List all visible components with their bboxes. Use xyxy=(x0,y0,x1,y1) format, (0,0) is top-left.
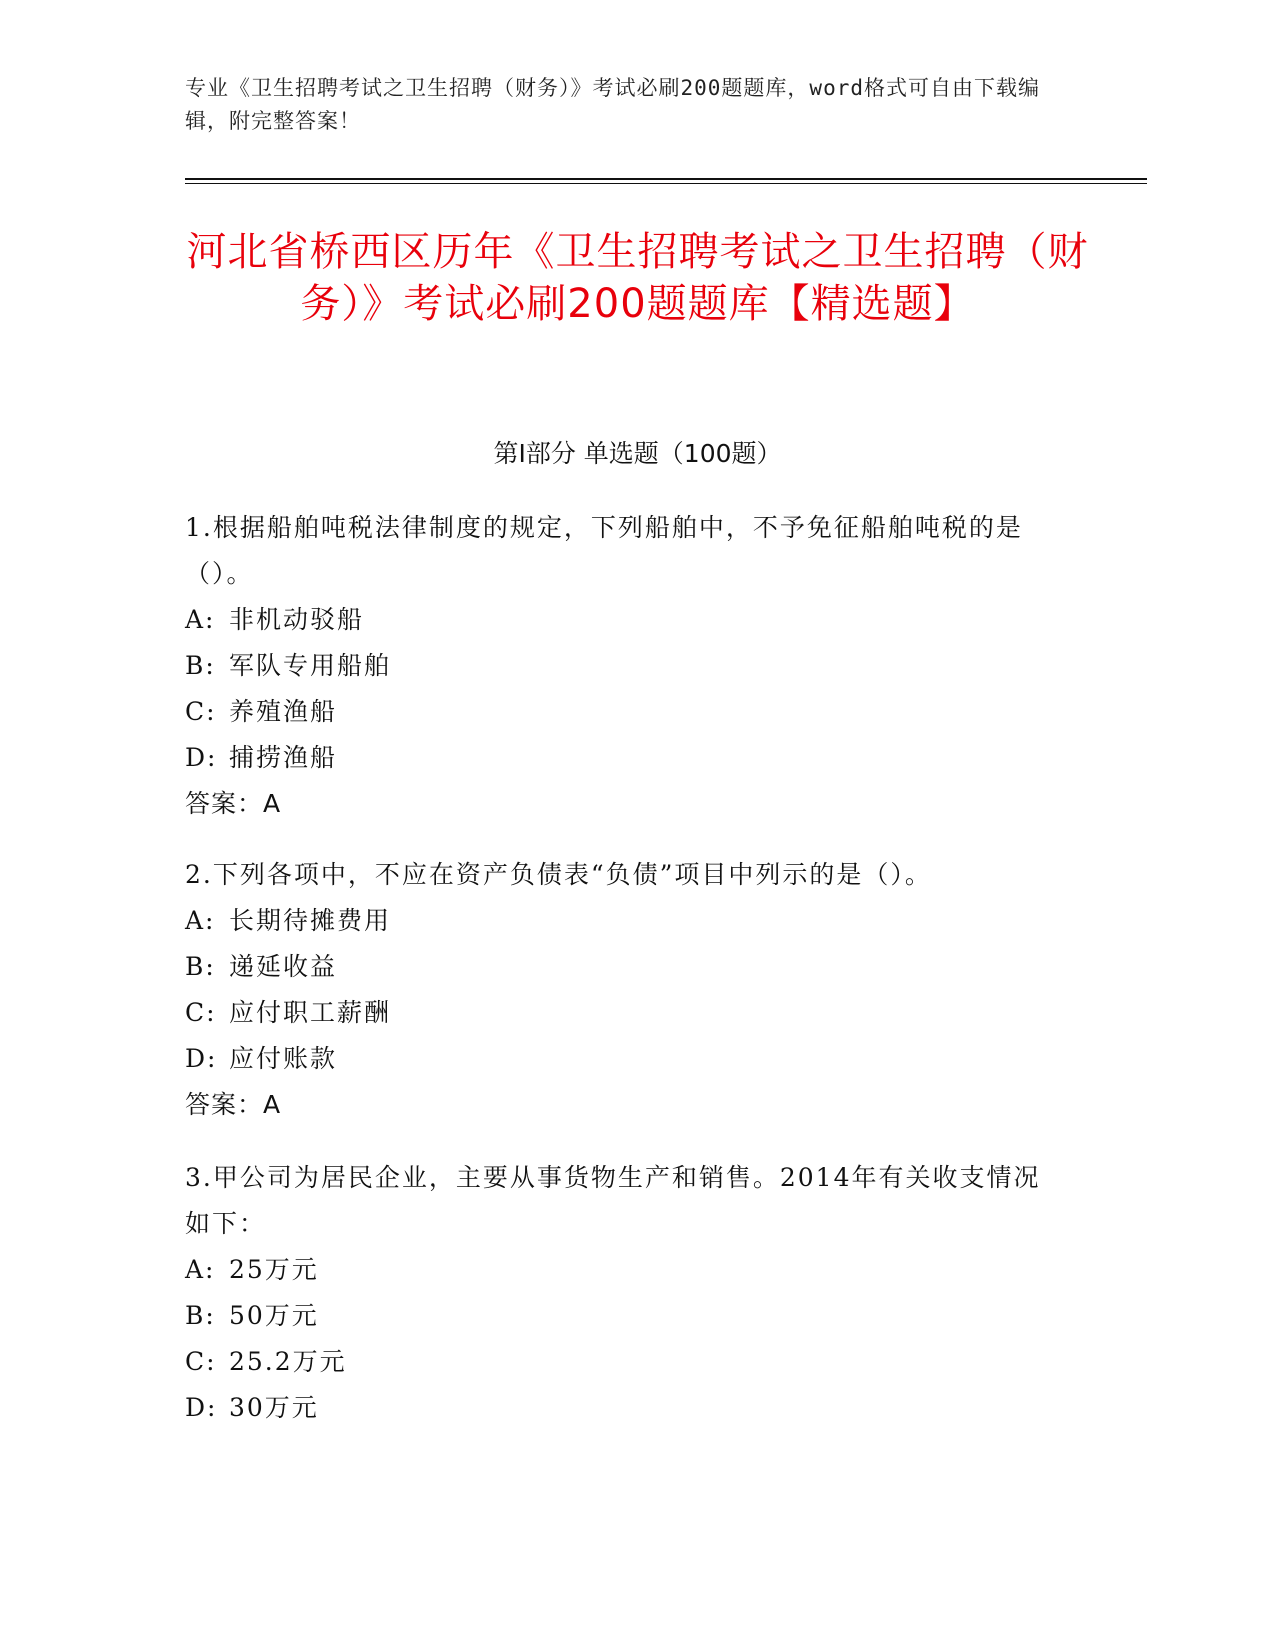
question-stem: 2.下列各项中，不应在资产负债表“负债”项目中列示的是（）。 xyxy=(185,860,932,889)
option-c xyxy=(185,1339,1065,1385)
option-text: 递延收益 xyxy=(229,952,338,981)
option-letter: D: xyxy=(185,1044,218,1073)
option-text: 25万元 xyxy=(229,1255,319,1284)
option-text: 30万元 xyxy=(229,1393,319,1422)
header-note: 专业《卫生招聘考试之卫生招聘（财务）》考试必刷200题题库，word格式可自由下载编辑，附完整答案！ xyxy=(185,76,1040,133)
option-letter: B: xyxy=(185,651,216,680)
answer: 答案：A xyxy=(185,1090,282,1119)
option-letter: C: xyxy=(185,998,217,1027)
option-d xyxy=(185,1385,1065,1431)
header-divider xyxy=(185,178,1147,180)
option-a xyxy=(185,898,1065,944)
answer: 答案：A xyxy=(185,789,282,818)
option-text: 应付职工薪酬 xyxy=(229,998,392,1027)
option-letter: A: xyxy=(185,1255,216,1284)
option-text: 应付账款 xyxy=(229,1044,338,1073)
option-d xyxy=(185,1036,1065,1082)
option-letter: A: xyxy=(185,906,216,935)
option-text: 养殖渔船 xyxy=(229,697,338,726)
question-1 xyxy=(185,505,1065,827)
option-letter: A: xyxy=(185,605,216,634)
option-letter: C: xyxy=(185,697,217,726)
section-heading: 第I部分 单选题（100题） xyxy=(493,439,782,468)
header-divider-thin xyxy=(185,183,1147,184)
option-text: 捕捞渔船 xyxy=(229,743,338,772)
option-text: 25.2万元 xyxy=(229,1347,347,1376)
option-text: 军队专用船舶 xyxy=(229,651,392,680)
option-b xyxy=(185,1293,1065,1339)
option-c xyxy=(185,689,1065,735)
option-a xyxy=(185,1247,1065,1293)
option-a xyxy=(185,597,1065,643)
option-text: 长期待摊费用 xyxy=(229,906,392,935)
option-letter: B: xyxy=(185,1301,216,1330)
option-letter: B: xyxy=(185,952,216,981)
option-d xyxy=(185,735,1065,781)
option-letter: D: xyxy=(185,1393,218,1422)
option-b xyxy=(185,643,1065,689)
option-b xyxy=(185,944,1065,990)
question-3 xyxy=(185,1155,1065,1431)
option-c xyxy=(185,990,1065,1036)
question-2 xyxy=(185,852,1065,1128)
option-letter: D: xyxy=(185,743,218,772)
option-text: 非机动驳船 xyxy=(229,605,365,634)
document-title: 河北省桥西区历年《卫生招聘考试之卫生招聘（财务）》考试必刷200题题库【精选题】 xyxy=(186,229,1089,327)
question-stem: 3.甲公司为居民企业，主要从事货物生产和销售。2014年有关收支情况如下： xyxy=(185,1163,1041,1238)
question-stem: 1.根据船舶吨税法律制度的规定，下列船舶中，不予免征船舶吨税的是（）。 xyxy=(185,513,1023,588)
option-text: 50万元 xyxy=(229,1301,319,1330)
option-letter: C: xyxy=(185,1347,217,1376)
